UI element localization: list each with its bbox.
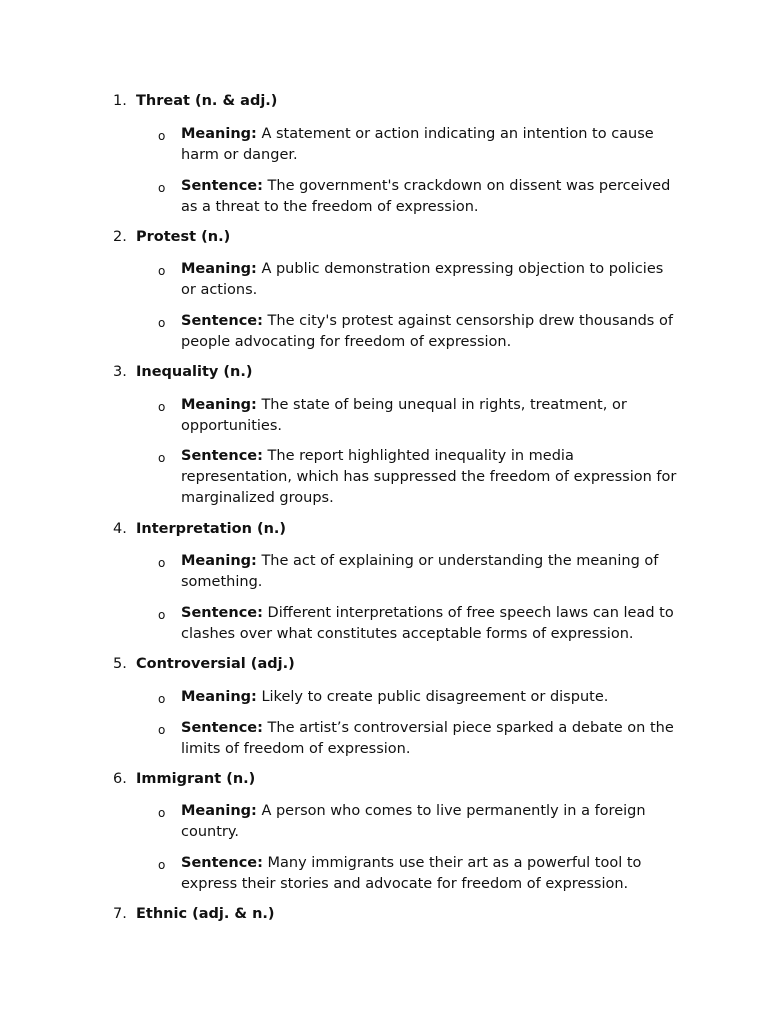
meaning-value: The act of explaining or understanding the meaning of something.: [181, 553, 659, 590]
sentence-value: Different interpretations of free speech laws can lead to clashes over what constitutes acceptable forms of expression.: [181, 605, 674, 642]
meaning-text: [181, 801, 681, 843]
bullet-icon: o: [158, 181, 166, 195]
meaning-value: A public demonstration expressing objection to policies or actions.: [181, 261, 664, 298]
meaning-label: Meaning:: [181, 689, 257, 705]
bullet-icon: o: [158, 129, 166, 143]
sentence-text: [181, 853, 681, 895]
sentence-value: The artist’s controversial piece sparked a debate on the limits of freedom of expression.: [181, 720, 674, 757]
sentence-label: Sentence:: [181, 448, 263, 464]
meaning-text: [181, 259, 681, 301]
meaning-text: [181, 551, 681, 593]
bullet-icon: o: [158, 692, 166, 706]
term-heading: Protest (n.): [136, 229, 231, 245]
list-number: 1.: [113, 93, 127, 109]
list-number: 2.: [113, 229, 127, 245]
meaning-label: Meaning:: [181, 803, 257, 819]
sentence-text: [181, 311, 681, 353]
sentence-label: Sentence:: [181, 313, 263, 329]
meaning-label: Meaning:: [181, 397, 257, 413]
meaning-value: A statement or action indicating an intention to cause harm or danger.: [181, 126, 654, 163]
meaning-value: A person who comes to live permanently in a foreign country.: [181, 803, 646, 840]
list-number: 6.: [113, 771, 127, 787]
term-heading: Threat (n. & adj.): [136, 93, 278, 109]
list-number: 7.: [113, 906, 127, 922]
meaning-value: The state of being unequal in rights, treatment, or opportunities.: [181, 397, 627, 434]
sentence-label: Sentence:: [181, 605, 263, 621]
list-number: 3.: [113, 364, 127, 380]
sentence-text: [181, 603, 681, 645]
bullet-icon: o: [158, 723, 166, 737]
sentence-label: Sentence:: [181, 178, 263, 194]
bullet-icon: o: [158, 451, 166, 465]
meaning-text: [181, 687, 681, 708]
meaning-text: [181, 124, 681, 166]
bullet-icon: o: [158, 556, 166, 570]
bullet-icon: o: [158, 400, 166, 414]
sentence-text: [181, 176, 681, 218]
meaning-label: Meaning:: [181, 261, 257, 277]
sentence-label: Sentence:: [181, 720, 263, 736]
sentence-value: The report highlighted inequality in media representation, which has suppressed the freedom of expression for marginalized groups.: [181, 448, 677, 506]
meaning-text: [181, 395, 681, 437]
term-heading: Ethnic (adj. & n.): [136, 906, 275, 922]
bullet-icon: o: [158, 264, 166, 278]
sentence-label: Sentence:: [181, 855, 263, 871]
term-heading: Controversial (adj.): [136, 656, 295, 672]
meaning-label: Meaning:: [181, 553, 257, 569]
sentence-text: [181, 718, 681, 760]
list-number: 5.: [113, 656, 127, 672]
list-number: 4.: [113, 521, 127, 537]
sentence-text: [181, 446, 681, 509]
term-heading: Immigrant (n.): [136, 771, 256, 787]
sentence-value: The government's crackdown on dissent was perceived as a threat to the freedom of expression.: [181, 178, 671, 215]
term-heading: Interpretation (n.): [136, 521, 287, 537]
bullet-icon: o: [158, 316, 166, 330]
term-heading: Inequality (n.): [136, 364, 253, 380]
meaning-label: Meaning:: [181, 126, 257, 142]
bullet-icon: o: [158, 858, 166, 872]
bullet-icon: o: [158, 806, 166, 820]
sentence-value: Many immigrants use their art as a powerful tool to express their stories and advocate for freedom of expression.: [181, 855, 642, 892]
sentence-value: The city's protest against censorship drew thousands of people advocating for freedom of expression.: [181, 313, 673, 350]
meaning-value: Likely to create public disagreement or dispute.: [261, 689, 609, 705]
bullet-icon: o: [158, 608, 166, 622]
